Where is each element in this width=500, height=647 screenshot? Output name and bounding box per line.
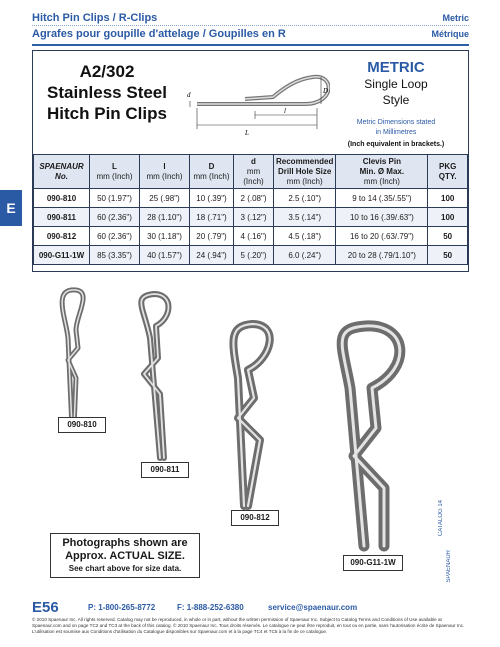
- product-title: [33, 61, 181, 124]
- cell-clevis: 16 to 20 (.63/.79"): [336, 227, 428, 246]
- label-090-811: 090-811: [141, 462, 189, 478]
- label-090-G11-1W: 090-G11-1W: [343, 555, 403, 571]
- cell-qty: 100: [428, 208, 468, 227]
- metric-note-line-1: Metric Dimensions stated: [356, 119, 436, 126]
- metric-note-line-2: in Millimetres: [375, 129, 417, 136]
- cell-D: 18 (.71"): [190, 208, 234, 227]
- cell-qty: 50: [428, 246, 468, 265]
- col-header-l: l mm (Inch): [140, 155, 190, 189]
- cell-d: 4 (.16"): [234, 227, 274, 246]
- table-row: [34, 246, 468, 265]
- product-photos: [32, 278, 469, 583]
- col-header-qty: PKG QTY.: [428, 155, 468, 189]
- page-header: [32, 10, 469, 46]
- title-line-3: Hitch Pin Clips: [47, 104, 167, 123]
- cell-code: 090-G11-1W: [34, 246, 90, 265]
- clip-090-810-image: [62, 290, 83, 428]
- side-catalog-label: CATALOG 14: [438, 500, 444, 537]
- cell-D: 20 (.79"): [190, 227, 234, 246]
- header-title-en: Hitch Pin Clips / R-Clips: [32, 12, 158, 24]
- cell-drill: 6.0 (.24"): [274, 246, 336, 265]
- cell-d: 2 (.08"): [234, 189, 274, 208]
- style-line-2: Style: [382, 93, 410, 107]
- table-row: [34, 208, 468, 227]
- section-tab: E: [0, 190, 22, 226]
- cell-D: 24 (.94"): [190, 246, 234, 265]
- cell-l: 40 (1.57"): [140, 246, 190, 265]
- cell-l: 25 (.98"): [140, 189, 190, 208]
- col-header-L: L mm (Inch): [90, 155, 140, 189]
- table-row: [34, 189, 468, 208]
- table-row: [34, 227, 468, 246]
- cell-D: 10 (.39"): [190, 189, 234, 208]
- header-divider: [32, 25, 469, 26]
- cell-L: 60 (2.36"): [90, 208, 140, 227]
- metric-label: METRIC: [367, 59, 425, 76]
- cell-drill: 2.5 (.10"): [274, 189, 336, 208]
- cell-clevis: 9 to 14 (.35/.55"): [336, 189, 428, 208]
- diagram-label-d: d: [187, 91, 191, 99]
- actual-size-note: [50, 533, 200, 578]
- footer-phone: P: 1-800-265-8772: [88, 603, 156, 612]
- cell-L: 60 (2.36"): [90, 227, 140, 246]
- title-line-2: Stainless Steel: [46, 83, 167, 102]
- diagram-label-L: L: [245, 129, 249, 137]
- col-header-d: d mm (Inch): [234, 155, 274, 189]
- cell-qty: 100: [428, 189, 468, 208]
- col-header-number: SPAENAUR No.: [34, 155, 90, 189]
- cell-L: 85 (3.35"): [90, 246, 140, 265]
- title-line-1: A2/302: [79, 62, 135, 81]
- style-line-1: Single Loop: [364, 77, 428, 91]
- cell-code: 090-812: [34, 227, 90, 246]
- clip-090-811-image: [141, 294, 168, 458]
- header-title-fr: Agrafes pour goupille d'attelage / Goupilles en R: [32, 28, 286, 40]
- label-090-812: 090-812: [231, 510, 279, 526]
- metric-block: [329, 59, 463, 108]
- inch-note: (Inch equivalent in brackets.): [347, 141, 445, 148]
- col-header-clevis: Clevis Pin Min. Ø Max. mm (Inch): [336, 155, 428, 189]
- cell-qty: 50: [428, 227, 468, 246]
- col-header-drill: Recommended Drill Hole Size mm (Inch): [274, 155, 336, 189]
- cell-code: 090-810: [34, 189, 90, 208]
- page-number: E56: [32, 599, 59, 616]
- cell-l: 30 (1.18"): [140, 227, 190, 246]
- cell-code: 090-811: [34, 208, 90, 227]
- footer-email[interactable]: service@spaenaur.com: [268, 603, 358, 612]
- metric-note: [329, 118, 463, 138]
- footer-fax: F: 1-888-252-6380: [177, 603, 244, 612]
- spec-table: [33, 154, 468, 265]
- cell-L: 50 (1.97"): [90, 189, 140, 208]
- clip-dimension-diagram: [185, 59, 330, 145]
- cell-l: 28 (1.10"): [140, 208, 190, 227]
- clip-090-812-image: [233, 324, 269, 506]
- footer-fine-print: © 2010 Spaenaur Inc. All rights reserved. Catalog may not be reproduced, in whole or in part, without the written permission of Spaenaur Inc. Subject to Catalog Terms and Conditions of Use available at Spaenaur.com and on page TC2 and TC3 at the back of this catalog. © 2010 Spaenaur Inc. Tous droits réservés. Le catalogue ne peut être reproduit, en tout ou en partie, sans l'autorisation écrite de Spaenaur Inc. L'utilisation est soumise aux Conditions d'utilisation du Catalogue disponibles sur Spaenaur.com et à la page TC4 et TC5 à la fin de ce catalogue.: [32, 617, 465, 634]
- diagram-label-l: l: [284, 107, 286, 115]
- note-line-2: Approx. ACTUAL SIZE.: [65, 550, 185, 562]
- side-brand-label: SPAENAUR: [446, 550, 452, 583]
- clip-090-G11-1W-image: [342, 326, 400, 546]
- cell-clevis: 20 to 28 (.79/1.10"): [336, 246, 428, 265]
- col-header-D: D mm (Inch): [190, 155, 234, 189]
- header-lang-en: Metric: [442, 13, 469, 23]
- cell-drill: 4.5 (.18"): [274, 227, 336, 246]
- table-header-row: [34, 155, 468, 189]
- note-line-3: See chart above for size data.: [68, 564, 182, 573]
- diagram-label-D: D: [323, 87, 329, 95]
- label-090-810: 090-810: [58, 417, 106, 433]
- cell-d: 3 (.12"): [234, 208, 274, 227]
- header-lang-fr: Métrique: [431, 29, 469, 39]
- note-line-1: Photographs shown are: [62, 537, 188, 549]
- cell-clevis: 10 to 16 (.39/.63"): [336, 208, 428, 227]
- cell-d: 5 (.20"): [234, 246, 274, 265]
- product-spec-box: [32, 50, 469, 272]
- cell-drill: 3.5 (.14"): [274, 208, 336, 227]
